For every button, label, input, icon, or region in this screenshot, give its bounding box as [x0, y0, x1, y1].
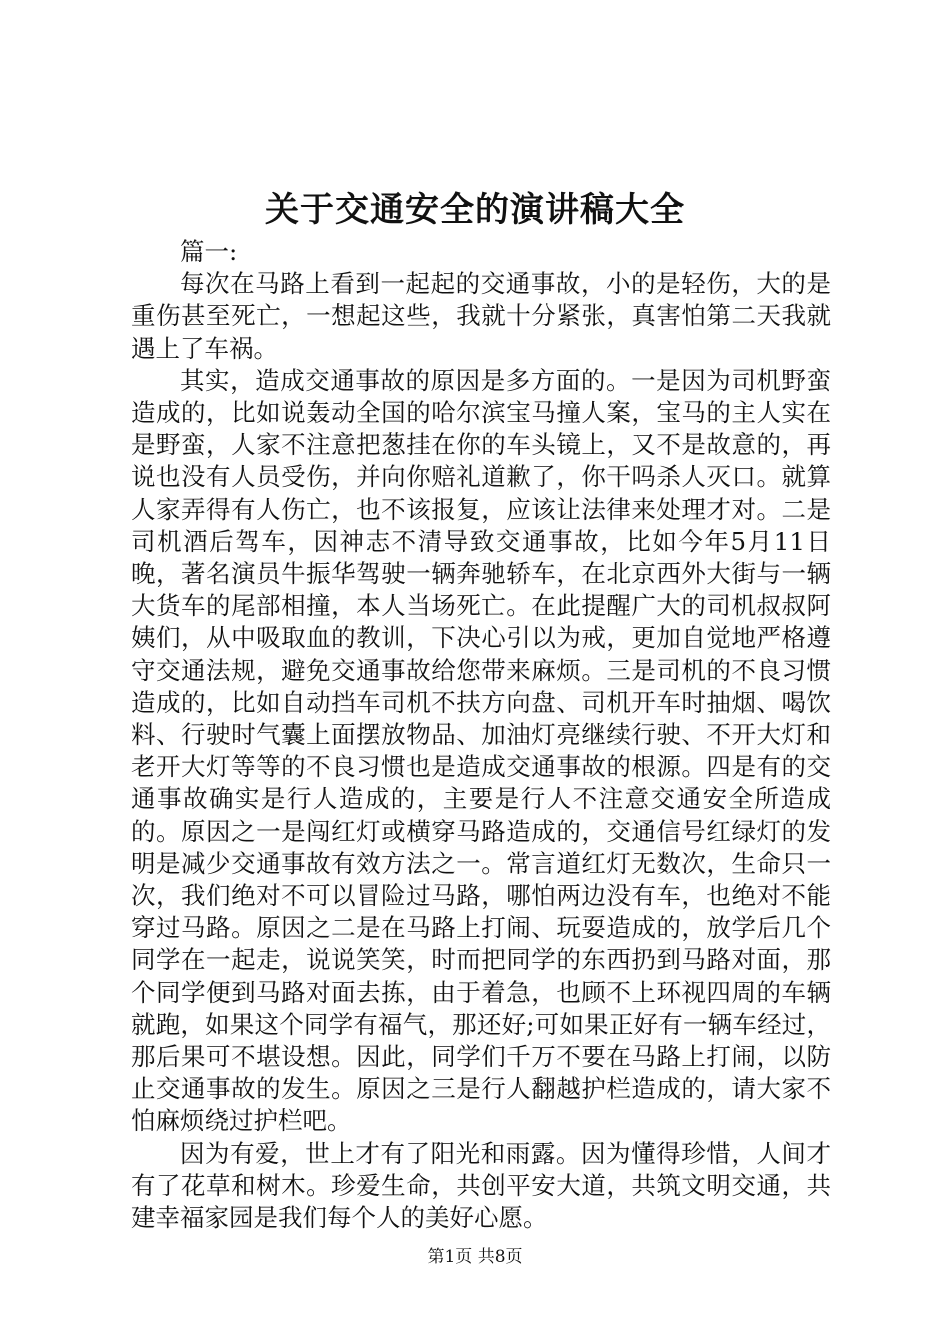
document-body	[131, 236, 831, 1234]
body-paragraph: 每次在马路上看到一起起的交通事故，小的是轻伤，大的是重伤甚至死亡，一想起这些，我就十分紧张，真害怕第二天我就遇上了车祸。	[131, 269, 831, 363]
body-paragraph: 其实，造成交通事故的原因是多方面的。一是因为司机野蛮造成的，比如说轰动全国的哈尔滨宝马撞人案，宝马的主人实在是野蛮，人家不注意把葱挂在你的车头镜上，又不是故意的，再说也没有人员受伤，并向你赔礼道歉了，你干吗杀人灭口。就算人家弄得有人伤亡，也不该报复，应该让法律来处理才对。二是司机酒后驾车，因神志不清导致交通事故，比如今年5月11日晚，著名演员牛振华驾驶一辆奔驰轿车，在北京西外大街与一辆大货车的尾部相撞，本人当场死亡。在此提醒广大的司机叔叔阿姨们，从中吸取血的教训，下决心引以为戒，更加自觉地严格遵守交通法规，避免交通事故给您带来麻烦。三是司机的不良习惯造成的，比如自动挡车司机不扶方向盘、司机开车时抽烟、喝饮料、行驶时气囊上面摆放物品、加油灯亮继续行驶、不开大灯和老开大灯等等的不良习惯也是造成交通事故的根源。四是有的交通事故确实是行人造成的，主要是行人不注意交通安全所造成的。原因之一是闯红灯或横穿马路造成的，交通信号红绿灯的发明是减少交通事故有效方法之一。常言道红灯无数次，生命只一次，我们绝对不可以冒险过马路，哪怕两边没有车，也绝对不能穿过马路。原因之二是在马路上打闹、玩耍造成的，放学后几个同学在一起走，说说笑笑，时而把同学的东西扔到马路对面，那个同学便到马路对面去拣，由于着急，也顾不上环视四周的车辆就跑，如果这个同学有福气，那还好;可如果正好有一辆车经过，那后果可不堪设想。因此，同学们千万不要在马路上打闹，以防止交通事故的发生。原因之三是行人翻越护栏造成的，请大家不怕麻烦绕过护栏吧。	[131, 365, 831, 1136]
page-number-footer: 第1页 共8页	[427, 1247, 523, 1267]
body-paragraph: 因为有爱，世上才有了阳光和雨露。因为懂得珍惜，人间才有了花草和树木。珍爱生命，共创平安大道，共筑文明交通，共建幸福家园是我们每个人的美好心愿。	[131, 1138, 831, 1233]
document-title: 关于交通安全的演讲稿大全	[265, 190, 685, 230]
section-label: 篇一:	[180, 237, 238, 266]
